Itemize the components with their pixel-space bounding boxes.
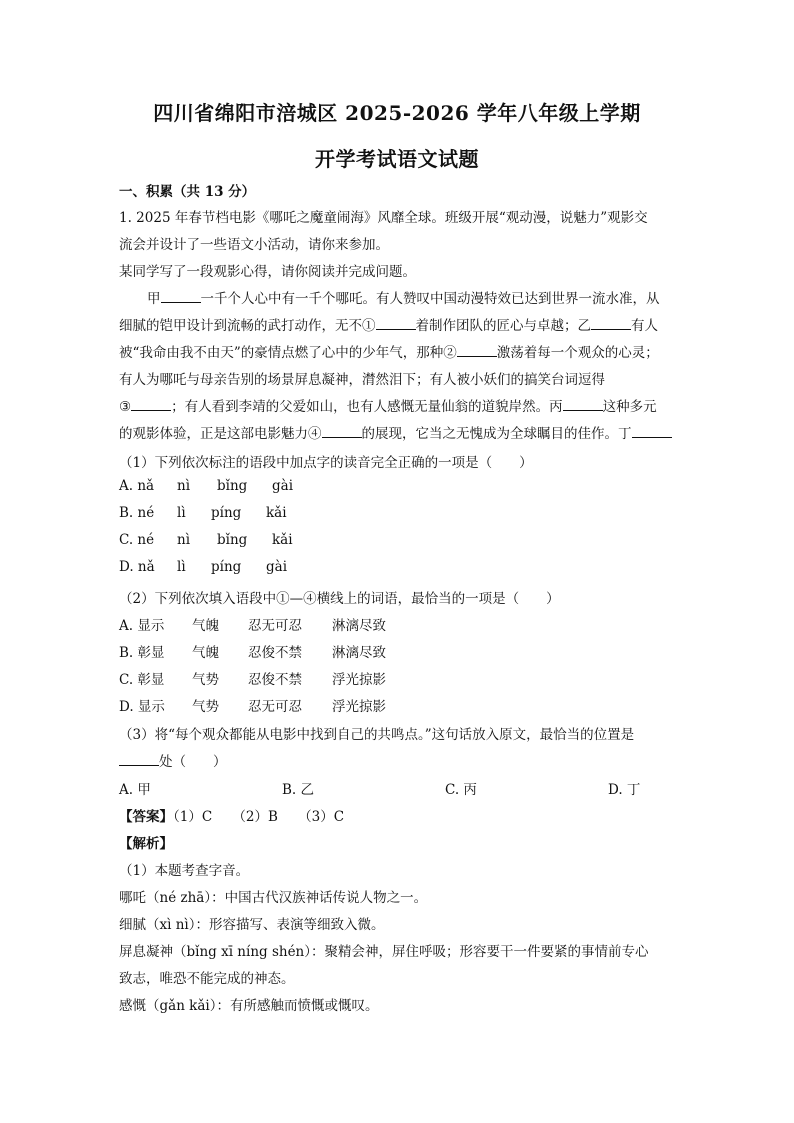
passage-text: 有人 [631,318,658,334]
sub2-stem: （2）下列依次填入语段中①—④横线上的词语，最恰当的一项是（ ） [119,591,560,607]
option-value: bǐng [217,478,248,494]
q1-intro-line1: 1. 2025 年春节档电影《哪吒之魔童闹海》风靡全球。班级开展“观动漫，说魅力”观影交 [119,210,648,226]
passage-line4: 有人为哪吒与母亲告别的场景屏息凝神，潸然泪下；有人被小妖们的搞笑台词逗得 [119,372,605,388]
option-value: 气魄 [192,645,219,661]
blank-1 [376,317,416,330]
option-label: A. nǎ [119,478,155,494]
option-value: 忍无可忍 [248,618,302,634]
passage-line2 [119,314,658,334]
option-value: 气魄 [192,618,219,634]
option-value: 忍无可忍 [248,699,302,715]
option-d: D. 丁 [608,782,641,798]
blank-yi [591,317,631,330]
analysis-line: 感慨（gǎn kǎi）：有所感触而愤慨或慨叹。 [119,998,379,1014]
option-label: A. 显示 [119,618,165,634]
sub1-option-b [119,505,287,521]
passage-text: 被“我命由我不由天”的豪情点燃了心中的少年气，那种② [119,345,457,361]
option-c: C. 丙 [445,782,477,798]
sub2-option-c [119,668,386,688]
option-value: nì [177,532,191,548]
blank-ding [632,425,672,438]
passage-text: 激荡着每一个观众的心灵； [496,345,659,361]
analysis-line: （1）本题考查字音。 [119,863,250,879]
option-value: gài [272,478,294,494]
option-value: 浮光掠影 [332,672,386,688]
answer-label: 【答案】 [119,809,173,825]
answer-line [119,805,344,825]
option-label: D. nǎ [119,559,155,575]
sub2-option-d [119,695,386,715]
option-value: 气势 [192,699,219,715]
analysis-label: 【解析】 [119,836,173,852]
option-value: 淋漓尽致 [332,618,386,634]
q1-intro-line2: 流会并设计了一些语文小活动，请你来参加。 [119,237,389,253]
option-value: 忍俊不禁 [248,672,302,688]
sub2-option-b [119,641,386,661]
passage-text: 的展现，它当之无愧成为全球瞩目的佳作。丁 [361,426,632,442]
option-a: A. 甲 [119,782,151,798]
sub3-options [119,778,640,798]
blank-2 [457,344,497,357]
option-label: D. 显示 [119,699,165,715]
passage-text: 着制作团队的匠心与卓越；乙 [415,318,591,334]
option-label: B. 彰显 [119,645,165,661]
sub1-option-a [119,478,293,494]
option-value: 气势 [192,672,219,688]
option-value: bǐng [217,532,248,548]
option-label: C. né [119,532,155,548]
blank-position [119,753,159,766]
passage-text: 一千个人心中有一千个哪吒。有人赞叹中国动漫特效已达到世界一流水准，从 [200,291,660,307]
doc-title-line2: 开学考试语文试题 [315,147,479,171]
sub1-option-d [119,559,287,575]
passage-text: ③ [119,399,132,415]
option-value: lì [177,559,186,575]
passage-text: 的观影体验，正是这部电影魅力④ [119,426,322,442]
passage-line6 [119,422,672,442]
passage-text: 细腻的铠甲设计到流畅的武打动作，无不① [119,318,376,334]
option-value: nì [177,478,191,494]
option-value: kǎi [272,532,293,548]
option-value: lì [177,505,186,521]
sub3-stem-tail: 处（ ） [159,754,227,770]
blank-3 [131,398,171,411]
answer-text: （1）C （2）B （3）C [173,809,345,825]
passage-line5 [119,395,657,415]
option-label: C. 彰显 [119,672,165,688]
option-value: 淋漓尽致 [332,645,386,661]
analysis-line: 细腻（xì nì）：形容描写、表演等细致入微。 [119,917,385,933]
option-value: píng [211,505,242,521]
analysis-line: 屏息凝神（bǐng xī níng shén）：聚精会神，屏住呼吸；形容要干一件要紧的事情前专心 [119,944,649,960]
blank-jia [161,290,201,303]
blank-bing [563,398,603,411]
option-value: 浮光掠影 [332,699,386,715]
option-value: gài [266,559,288,575]
passage-line3 [119,341,659,361]
section-heading: 一、积累（共 13 分） [119,184,256,200]
sub2-option-a [119,614,386,634]
option-label: B. né [119,505,155,521]
doc-title-line1: 四川省绵阳市涪城区 2025-2026 学年八年级上学期 [153,101,641,125]
option-value: 忍俊不禁 [248,645,302,661]
analysis-line: 致志，唯恐不能完成的神态。 [119,971,295,987]
passage-text: 这种多元 [602,399,657,415]
blank-4 [322,425,362,438]
marker-jia: 甲 [147,291,161,307]
sub3-stem-line2 [119,750,227,770]
option-value: píng [211,559,242,575]
option-value: kǎi [266,505,287,521]
sub3-stem: （3）将“每个观众都能从电影中找到自己的共鸣点。”这句话放入原文，最恰当的位置是 [119,727,635,743]
q1-intro-line3: 某同学写了一段观影心得，请你阅读并完成问题。 [119,264,416,280]
passage-text: ；有人看到李靖的父爱如山，也有人感慨无量仙翁的道貌岸然。丙 [171,399,563,415]
sub1-stem: （1）下列依次标注的语段中加点字的读音完全正确的一项是（ ） [119,455,533,471]
passage-line1 [147,287,660,307]
analysis-line: 哪吒（né zhā）：中国古代汉族神话传说人物之一。 [119,890,428,906]
option-b: B. 乙 [282,782,315,798]
sub1-option-c [119,532,293,548]
